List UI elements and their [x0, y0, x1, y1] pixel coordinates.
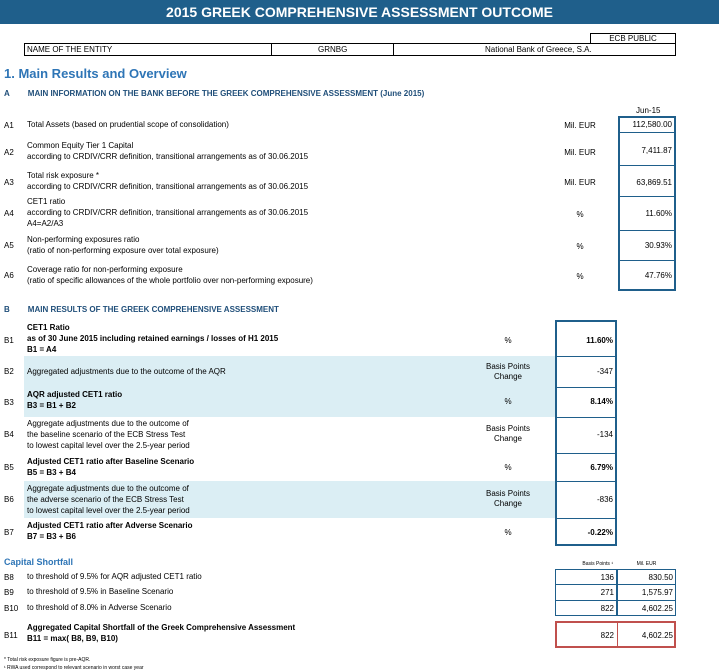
- row-unit: Basis Points: [485, 489, 531, 498]
- total-bp: 822: [600, 631, 614, 640]
- row-label: Aggregated adjustments due to the outcome of the AQR: [27, 367, 226, 376]
- row-value: 11.60%: [645, 209, 672, 218]
- row-label: according to CRDIV/CRR definition, transitional arrangements as of 30.06.2015: [27, 208, 309, 217]
- row-label: (ratio of specific allowances of the whole portfolio over non-performing exposure): [27, 276, 313, 285]
- row-code: A6: [4, 271, 14, 280]
- row-label: B1 = A4: [27, 345, 57, 354]
- row-label: Coverage ratio for non-performing exposure: [27, 265, 183, 274]
- divider: [271, 44, 272, 56]
- section-a-title: MAIN INFORMATION ON THE BANK BEFORE THE GREEK COMPREHENSIVE ASSESSMENT (June 2015): [27, 89, 425, 98]
- row-code: A1: [4, 121, 14, 130]
- row-label: Total Assets (based on prudential scope of consolidation): [27, 120, 229, 129]
- column-header: Jun-15: [636, 106, 661, 115]
- divider: [555, 600, 676, 601]
- row-label: according to CRDIV/CRR definition, transitional arrangements as of 30.06.2015: [27, 182, 309, 191]
- row-code: B4: [4, 430, 14, 439]
- divider: [555, 387, 617, 388]
- entity-code: GRNBG: [318, 45, 348, 54]
- section-b-title: MAIN RESULTS OF THE GREEK COMPREHENSIVE ASSESSMENT: [27, 305, 279, 314]
- row-value: 112,580.00: [632, 120, 672, 129]
- row-value: 6.79%: [590, 463, 613, 472]
- row-eur: 830.50: [648, 573, 673, 582]
- row-label: Aggregate adjustments due to the outcome of: [27, 419, 189, 428]
- row-label: B5 = B3 + B4: [27, 468, 76, 477]
- footnote: ¹ RWA used correspond to relevant scenario in worst case year: [4, 665, 144, 671]
- row-label: CET1 ratio: [27, 197, 66, 206]
- row-code: A4: [4, 209, 14, 218]
- row-code: B10: [4, 604, 19, 613]
- row-label: B7 = B3 + B6: [27, 532, 76, 541]
- row-label: to lowest capital level over the 2.5-year period: [27, 441, 190, 450]
- row-label: to threshold of 9.5% for AQR adjusted CET1 ratio: [27, 572, 202, 581]
- total-eur: 4,602.25: [641, 631, 673, 640]
- divider: [620, 260, 674, 261]
- row-unit: Mil. EUR: [564, 121, 596, 130]
- divider: [555, 518, 617, 519]
- shortfall-title: Capital Shortfall: [4, 557, 74, 567]
- row-code: A2: [4, 148, 14, 157]
- row-label: according to CRDIV/CRR definition, transitional arrangements as of 30.06.2015: [27, 152, 309, 161]
- row-label: Common Equity Tier 1 Capital: [27, 141, 134, 150]
- row-unit: Mil. EUR: [564, 178, 596, 187]
- entity-name: National Bank of Greece, S.A.: [485, 45, 592, 54]
- row-unit: Basis Points: [485, 362, 531, 371]
- row-code: B6: [4, 495, 14, 504]
- row-label: as of 30 June 2015 including retained earnings / losses of H1 2015: [27, 334, 279, 343]
- row-code: B7: [4, 528, 14, 537]
- row-label: to threshold of 9.5% in Baseline Scenario: [27, 587, 174, 596]
- row-value: -347: [596, 367, 613, 376]
- row-unit: Basis Points: [485, 424, 531, 433]
- row-label: to threshold of 8.0% in Adverse Scenario: [27, 603, 172, 612]
- divider: [555, 453, 617, 454]
- row-bp: 822: [600, 604, 614, 613]
- footnote: * Total risk exposure figure is pre-AQR.: [4, 657, 91, 663]
- section-a-letter: A: [4, 89, 10, 98]
- row-value: -0.22%: [587, 528, 613, 537]
- row-unit: %: [504, 397, 512, 406]
- row-unit: %: [576, 242, 584, 251]
- divider: [555, 356, 617, 357]
- row-unit: %: [576, 210, 584, 219]
- row-value: 30.93%: [644, 241, 672, 250]
- row-bp: 136: [600, 573, 614, 582]
- row-code: B5: [4, 463, 14, 472]
- row-label: AQR adjusted CET1 ratio: [27, 390, 123, 399]
- row-unit: %: [504, 528, 512, 537]
- row-eur: 1,575.97: [641, 588, 673, 597]
- row-value: -836: [596, 495, 613, 504]
- row-value: 7,411.87: [641, 146, 672, 155]
- row-label: Adjusted CET1 ratio after Adverse Scenario: [27, 521, 193, 530]
- row-value: 11.60%: [586, 336, 613, 345]
- row-unit: %: [504, 463, 512, 472]
- divider: [555, 417, 617, 418]
- row-label: Non-performing exposures ratio: [27, 235, 140, 244]
- shortfall-col2-header: Mil. EUR: [636, 561, 657, 567]
- divider: [555, 481, 617, 482]
- row-label: B3 = B1 + B2: [27, 401, 76, 410]
- row-unit: Change: [493, 499, 523, 508]
- divider: [555, 584, 676, 585]
- row-value: 47.76%: [644, 271, 672, 280]
- divider: [620, 196, 674, 197]
- row-code: A3: [4, 178, 14, 187]
- row-label: (ratio of non-performing exposure over total exposure): [27, 246, 219, 255]
- row-unit: Change: [493, 372, 523, 381]
- classification-label: ECB PUBLIC: [590, 33, 676, 44]
- row-unit: %: [504, 336, 512, 345]
- divider: [620, 165, 674, 166]
- row-code: A5: [4, 241, 14, 250]
- row-label: B11 = max( B8, B9, B10): [27, 634, 118, 643]
- row-label: CET1 Ratio: [27, 323, 70, 332]
- section-b-letter: B: [4, 305, 10, 314]
- entity-row: [24, 43, 676, 56]
- row-unit: Change: [493, 434, 523, 443]
- section-a-value-frame: [618, 116, 676, 291]
- row-label-b4-line2: [27, 430, 185, 440]
- report-title: 2015 GREEK COMPREHENSIVE ASSESSMENT OUTCOME: [0, 0, 719, 24]
- section-a-heading: [4, 89, 424, 98]
- row-value: 63,869.51: [636, 178, 672, 187]
- row-label: Total risk exposure *: [27, 171, 100, 180]
- row-code: B1: [4, 336, 14, 345]
- row-code: B8: [4, 573, 14, 582]
- divider: [620, 132, 674, 133]
- row-label: the baseline scenario of the ECB Stress Test: [27, 430, 186, 439]
- row-code: B2: [4, 367, 14, 376]
- row-label: the adverse scenario of the ECB Stress Test: [27, 495, 184, 504]
- row-value: -134: [596, 430, 613, 439]
- row-label: Aggregate adjustments due to the outcome of: [27, 484, 189, 493]
- row-label: A4=A2/A3: [27, 219, 64, 228]
- shortfall-col1-header: Basis Points ¹: [582, 561, 613, 567]
- row-code: B9: [4, 588, 14, 597]
- row-code: B3: [4, 398, 14, 407]
- divider: [393, 44, 394, 56]
- row-eur: 4,602.25: [641, 604, 673, 613]
- row-code: B11: [4, 631, 18, 640]
- section-title: 1. Main Results and Overview: [4, 66, 187, 81]
- row-label: Adjusted CET1 ratio after Baseline Scenario: [27, 457, 195, 466]
- row-unit: %: [576, 272, 584, 281]
- row-label: to lowest capital level over the 2.5-year period: [27, 506, 190, 515]
- section-b-heading: [4, 305, 279, 314]
- row-unit: Mil. EUR: [564, 148, 596, 157]
- entity-label: NAME OF THE ENTITY: [27, 45, 113, 54]
- row-bp: 271: [600, 588, 614, 597]
- row-label: Aggregated Capital Shortfall of the Greek Comprehensive Assessment: [27, 623, 296, 632]
- divider: [620, 230, 674, 231]
- row-value: 8.14%: [590, 397, 613, 406]
